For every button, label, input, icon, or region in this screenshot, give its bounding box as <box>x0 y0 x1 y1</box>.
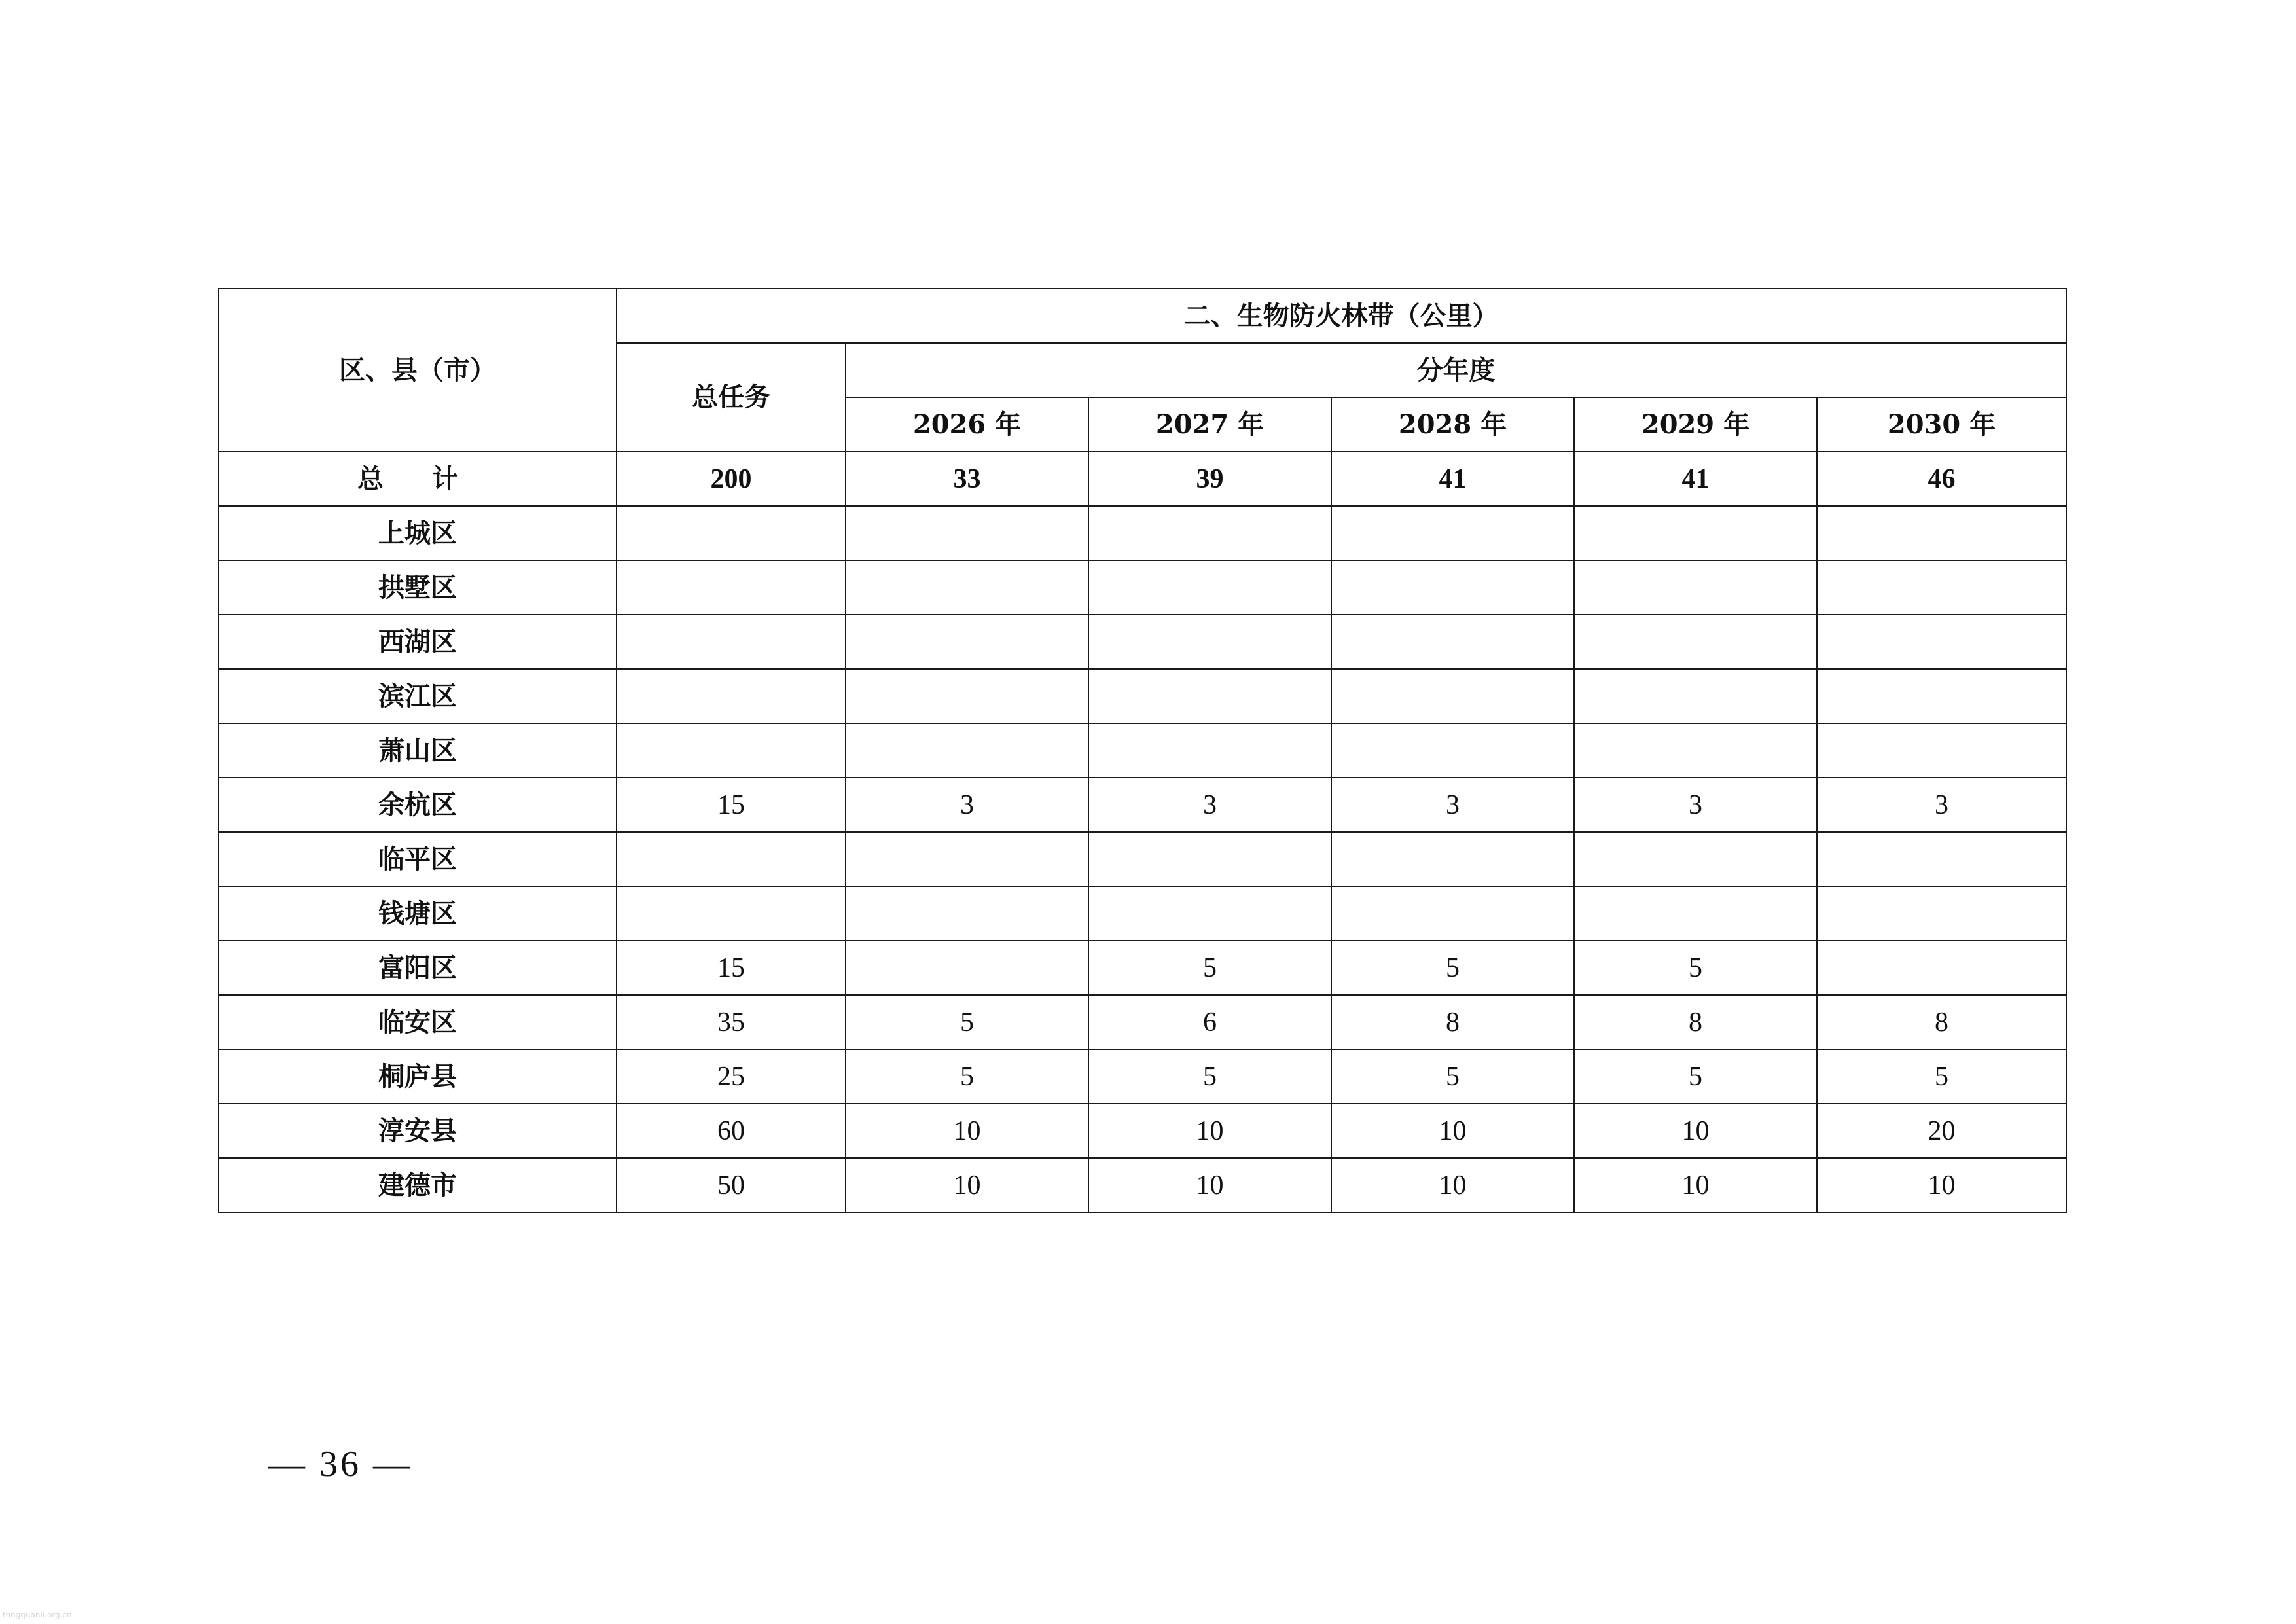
year-cell <box>1817 723 2066 778</box>
year-cell <box>1817 560 2066 615</box>
table-row <box>219 778 2066 832</box>
district-name: 钱塘区 <box>219 886 617 941</box>
year-cell: 10 <box>846 1104 1088 1158</box>
district-name: 临平区 <box>219 832 617 886</box>
total-cell: 60 <box>617 1104 846 1158</box>
year-cell <box>1817 941 2066 995</box>
total-cell <box>617 723 846 778</box>
year-header: 2029 年 <box>1574 397 1817 452</box>
district-name: 滨江区 <box>219 669 617 723</box>
total-cell: 50 <box>617 1158 846 1212</box>
year-cell: 3 <box>1331 778 1574 832</box>
table-row <box>219 669 2066 723</box>
district-name: 桐庐县 <box>219 1049 617 1104</box>
year-cell: 5 <box>1331 941 1574 995</box>
year-cell <box>1331 669 1574 723</box>
header-row-1 <box>219 289 2066 343</box>
table-row <box>219 1104 2066 1158</box>
year-cell: 5 <box>1817 1049 2066 1104</box>
year-cell <box>1331 723 1574 778</box>
year-cell: 10 <box>1574 1158 1817 1212</box>
year-cell <box>846 506 1088 560</box>
table-row <box>219 560 2066 615</box>
year-cell <box>1088 560 1331 615</box>
district-name: 萧山区 <box>219 723 617 778</box>
year-cell <box>1331 615 1574 669</box>
total-cell: 25 <box>617 1049 846 1104</box>
total-cell <box>617 615 846 669</box>
year-cell: 3 <box>1574 778 1817 832</box>
year-cell: 5 <box>1088 1049 1331 1104</box>
table-row <box>219 832 2066 886</box>
year-cell: 20 <box>1817 1104 2066 1158</box>
total-row-value: 39 <box>1088 452 1331 506</box>
table-row <box>219 1049 2066 1104</box>
year-cell <box>846 941 1088 995</box>
table-row <box>219 1158 2066 1212</box>
year-cell <box>846 886 1088 941</box>
table-row <box>219 615 2066 669</box>
year-cell <box>846 615 1088 669</box>
year-cell <box>846 723 1088 778</box>
year-header: 2030 年 <box>1817 397 2066 452</box>
year-cell <box>1331 506 1574 560</box>
year-cell <box>1817 832 2066 886</box>
district-name: 富阳区 <box>219 941 617 995</box>
table-row <box>219 723 2066 778</box>
total-cell: 15 <box>617 778 846 832</box>
page-number: — 36 — <box>268 1444 412 1485</box>
year-cell: 10 <box>1331 1104 1574 1158</box>
total-cell <box>617 832 846 886</box>
year-cell <box>1817 669 2066 723</box>
district-name: 西湖区 <box>219 615 617 669</box>
total-row-total: 200 <box>617 452 846 506</box>
year-cell <box>1331 886 1574 941</box>
year-header: 2026 年 <box>846 397 1088 452</box>
total-cell: 35 <box>617 995 846 1049</box>
total-row-value: 33 <box>846 452 1088 506</box>
total-row-label: 总 计 <box>219 452 617 506</box>
year-cell: 8 <box>1574 995 1817 1049</box>
year-cell: 5 <box>846 995 1088 1049</box>
total-row-value: 41 <box>1331 452 1574 506</box>
year-cell <box>1574 669 1817 723</box>
year-header: 2027 年 <box>1088 397 1331 452</box>
year-cell: 5 <box>1574 1049 1817 1104</box>
district-column-header: 区、县（市） <box>219 289 617 452</box>
year-cell <box>1088 669 1331 723</box>
district-name: 建德市 <box>219 1158 617 1212</box>
forest-firebreak-table <box>218 288 2067 1213</box>
section-title: 二、生物防火林带（公里） <box>617 289 2066 343</box>
year-cell: 8 <box>1817 995 2066 1049</box>
district-name: 临安区 <box>219 995 617 1049</box>
district-name: 淳安县 <box>219 1104 617 1158</box>
total-cell <box>617 886 846 941</box>
year-cell <box>1817 506 2066 560</box>
year-cell <box>1088 832 1331 886</box>
year-cell <box>1088 723 1331 778</box>
year-cell: 10 <box>1574 1104 1817 1158</box>
year-cell <box>1574 832 1817 886</box>
year-cell <box>846 669 1088 723</box>
year-cell <box>1574 615 1817 669</box>
year-cell <box>1574 506 1817 560</box>
year-cell: 6 <box>1088 995 1331 1049</box>
year-cell: 10 <box>846 1158 1088 1212</box>
table-body <box>219 289 2066 1212</box>
total-row <box>219 452 2066 506</box>
total-cell <box>617 560 846 615</box>
year-header: 2028 年 <box>1331 397 1574 452</box>
year-cell: 5 <box>846 1049 1088 1104</box>
watermark: tongquanli.org.cn <box>3 1610 72 1619</box>
year-cell <box>1331 832 1574 886</box>
total-row-value: 46 <box>1817 452 2066 506</box>
year-cell <box>1088 615 1331 669</box>
year-cell <box>846 832 1088 886</box>
year-cell <box>846 560 1088 615</box>
year-cell <box>1574 560 1817 615</box>
year-cell <box>1817 615 2066 669</box>
year-cell <box>1574 723 1817 778</box>
total-task-header: 总任务 <box>617 343 846 452</box>
district-name: 上城区 <box>219 506 617 560</box>
total-cell <box>617 506 846 560</box>
year-cell: 8 <box>1331 995 1574 1049</box>
total-cell: 15 <box>617 941 846 995</box>
table-row <box>219 886 2066 941</box>
total-cell <box>617 669 846 723</box>
table-row <box>219 506 2066 560</box>
year-cell <box>1088 886 1331 941</box>
by-year-header: 分年度 <box>846 343 2066 397</box>
total-row-value: 41 <box>1574 452 1817 506</box>
table-row <box>219 941 2066 995</box>
year-cell: 3 <box>1088 778 1331 832</box>
year-cell <box>1817 886 2066 941</box>
year-cell: 5 <box>1574 941 1817 995</box>
year-cell: 10 <box>1088 1158 1331 1212</box>
year-cell: 5 <box>1331 1049 1574 1104</box>
year-cell: 3 <box>1817 778 2066 832</box>
district-name: 余杭区 <box>219 778 617 832</box>
year-cell <box>1574 886 1817 941</box>
year-cell: 3 <box>846 778 1088 832</box>
year-cell: 10 <box>1088 1104 1331 1158</box>
year-cell: 10 <box>1331 1158 1574 1212</box>
year-cell: 10 <box>1817 1158 2066 1212</box>
year-cell <box>1088 506 1331 560</box>
table-row <box>219 995 2066 1049</box>
year-cell <box>1331 560 1574 615</box>
year-cell: 5 <box>1088 941 1331 995</box>
district-name: 拱墅区 <box>219 560 617 615</box>
